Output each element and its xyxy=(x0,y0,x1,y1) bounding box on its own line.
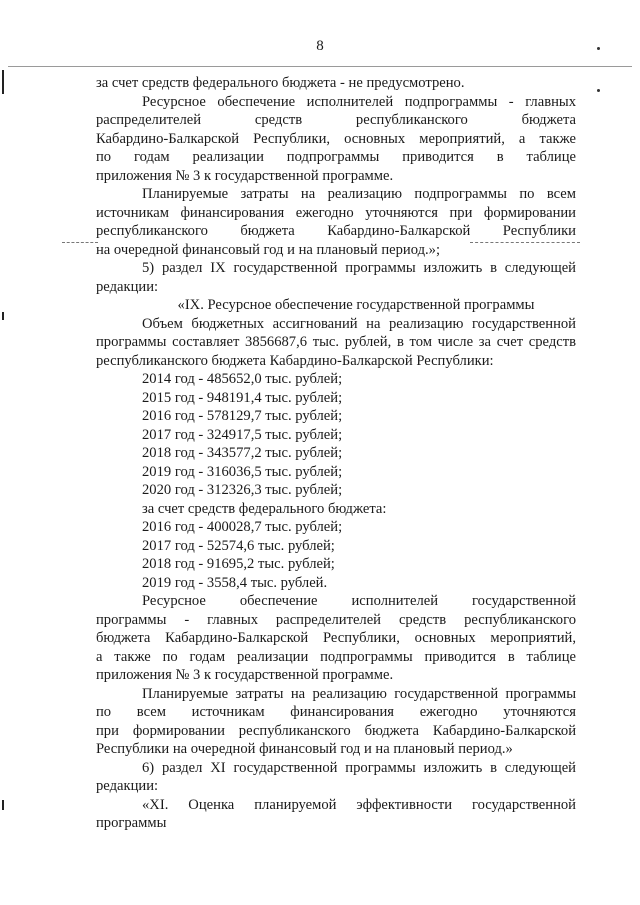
year-item: 2016 год - 400028,7 тыс. рублей; xyxy=(142,519,343,535)
scan-margin-mark xyxy=(2,312,4,320)
paragraph-line: 5) раздел IX государственной программы изложить в следующей xyxy=(142,260,576,276)
year-item: 2019 год - 3558,4 тыс. рублей. xyxy=(142,574,328,591)
paragraph-line: на очередной финансовый год и на плановый период.»; xyxy=(96,241,441,258)
year-item: 2016 год - 578129,7 тыс. рублей; xyxy=(142,408,343,424)
year-item: 2014 год - 485652,0 тыс. рублей; xyxy=(142,371,343,387)
year-item: 2018 год - 91695,2 тыс. рублей; xyxy=(142,556,335,572)
scan-line-left xyxy=(62,242,98,243)
paragraph-line: источникам финансирования ежегодно уточняются при формировании xyxy=(96,204,576,221)
year-item: 2019 год - 316036,5 тыс. рублей; xyxy=(142,463,343,480)
paragraph-line: Планируемые затраты на реализацию государственной программы xyxy=(142,685,576,702)
paragraph-line: программы - главных распределителей средств республиканского xyxy=(96,611,576,628)
paragraph-line: Планируемые затраты на реализацию подпрограммы по всем xyxy=(142,186,576,202)
paragraph-line: распределителей средств республиканского бюджета xyxy=(96,112,576,128)
paragraph-line: а также по годам реализации подпрограммы приводится в таблице xyxy=(96,648,576,665)
paragraph-line: Кабардино-Балкарской Республики, основных мероприятий, а также xyxy=(96,130,576,147)
paragraph-line: бюджета Кабардино-Балкарской Республики, основных мероприятий, xyxy=(96,630,576,646)
paragraph-line: Ресурсное обеспечение исполнителей государственной xyxy=(142,593,576,609)
paragraph-line: приложения № 3 к государственной программе. xyxy=(96,167,394,184)
section-heading: «IX. Ресурсное обеспечение государственной программы xyxy=(177,297,535,313)
paragraph-line: республиканского бюджета Кабардино-Балкарской Республики: xyxy=(96,352,494,369)
paragraph-line: по годам реализации подпрограммы приводится в таблице xyxy=(96,149,576,165)
paragraph-line: редакции: xyxy=(96,278,159,295)
paragraph-line: программы xyxy=(96,815,167,831)
year-item: 2017 год - 52574,6 тыс. рублей; xyxy=(142,537,335,554)
paragraph-line: по всем источникам финансирования ежегодно уточняются xyxy=(96,704,576,720)
page-number: 8 xyxy=(316,38,324,54)
scan-dot xyxy=(597,47,600,50)
paragraph-line: Ресурсное обеспечение исполнителей подпрограммы - главных xyxy=(142,93,576,110)
year-item: 2017 год - 324917,5 тыс. рублей; xyxy=(142,426,343,443)
document-body xyxy=(96,74,576,833)
header-rule xyxy=(8,66,632,67)
paragraph-line: при формировании республиканского бюджета Кабардино-Балкарской xyxy=(96,722,576,739)
paragraph-line: редакции: xyxy=(96,778,159,794)
paragraph-line: Объем бюджетных ассигнований на реализацию государственной xyxy=(142,315,576,332)
year-item: 2015 год - 948191,4 тыс. рублей; xyxy=(142,389,343,406)
paragraph-line: 6) раздел XI государственной программы изложить в следующей xyxy=(142,759,576,776)
scan-margin-mark xyxy=(2,800,4,810)
year-item: 2018 год - 343577,2 тыс. рублей; xyxy=(142,445,343,461)
paragraph: за счет средств федерального бюджета - не предусмотрено. xyxy=(96,75,465,91)
year-item: 2020 год - 312326,3 тыс. рублей; xyxy=(142,482,343,498)
federal-label: за счет средств федерального бюджета: xyxy=(142,500,387,517)
scan-margin-mark xyxy=(2,70,4,94)
scan-dot xyxy=(597,89,600,92)
paragraph-line: программы составляет 3856687,6 тыс. рублей, в том числе за счет средств xyxy=(96,334,576,350)
paragraph-line: «XI. Оценка планируемой эффективности государственной xyxy=(142,796,576,813)
paragraph-line: республиканского бюджета Кабардино-Балкарской Республики xyxy=(96,223,576,239)
paragraph-line: Республики на очередной финансовый год и на плановый период.» xyxy=(96,741,513,757)
paragraph-line: приложения № 3 к государственной программе. xyxy=(96,667,394,683)
